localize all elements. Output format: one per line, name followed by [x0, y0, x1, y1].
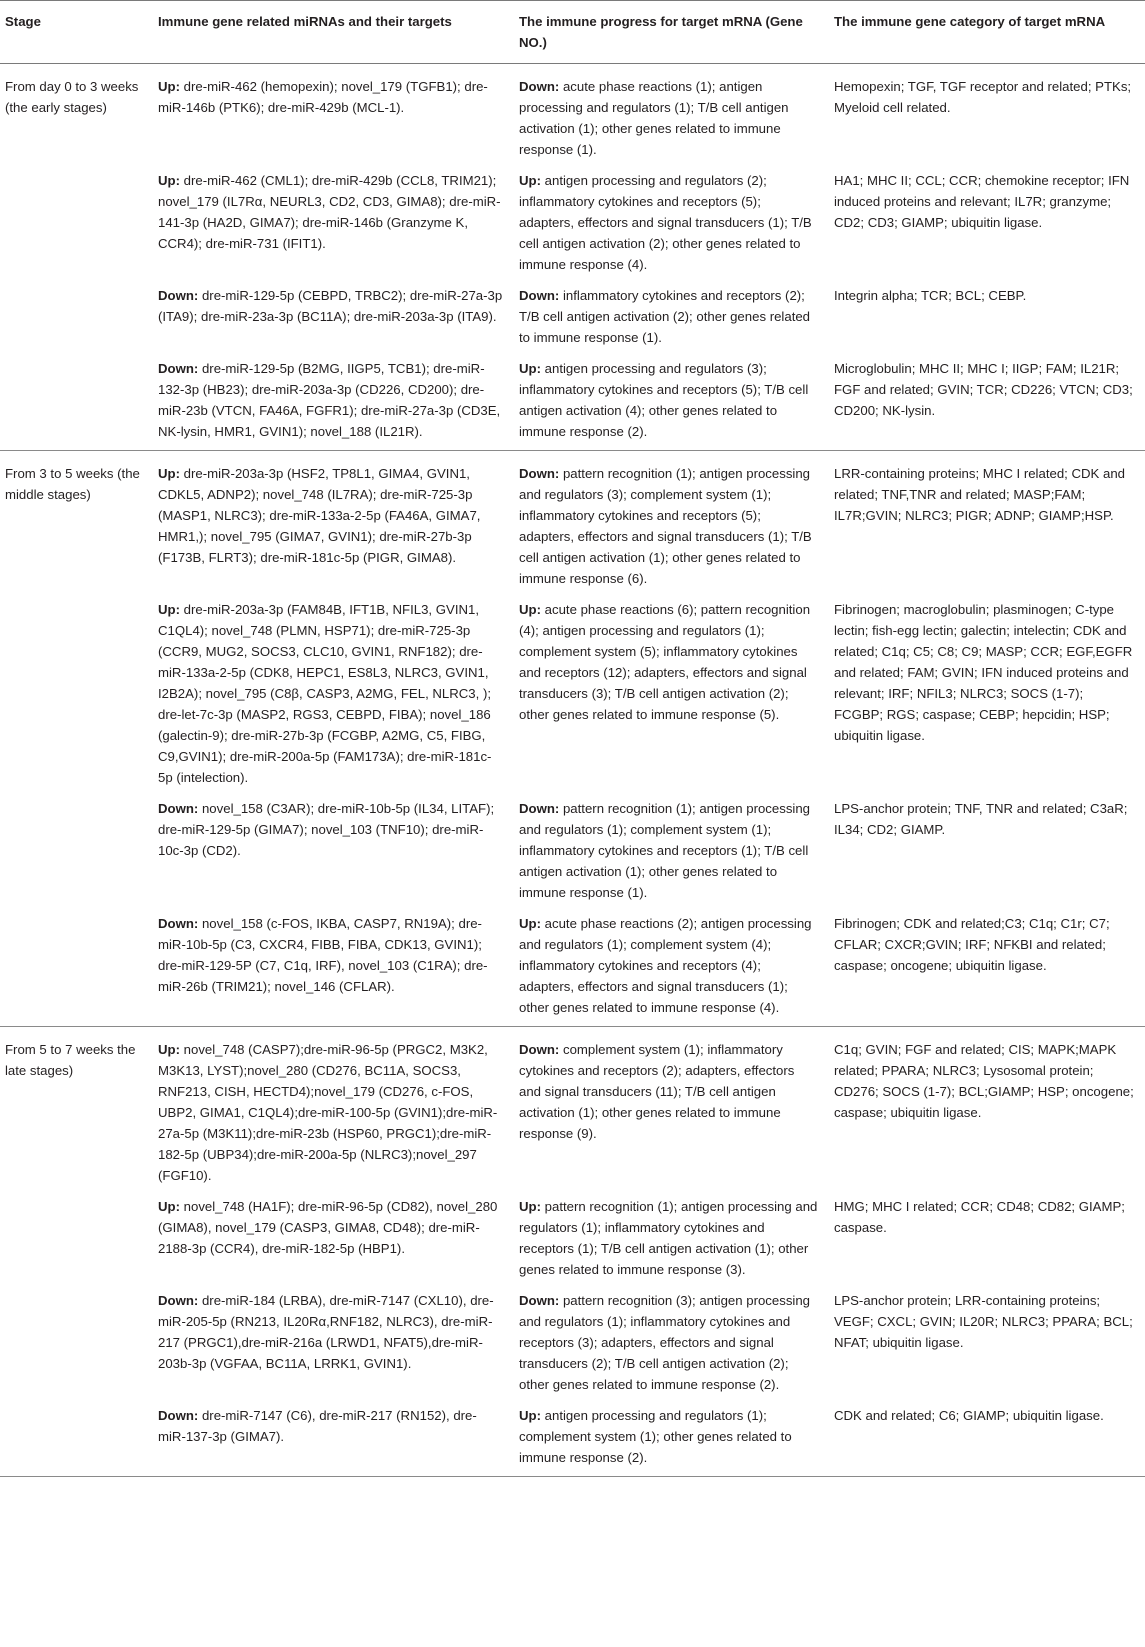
immune-progress-cell	[514, 1282, 829, 1397]
direction-label: Up:	[158, 1042, 180, 1057]
immune-progress-cell-text: complement system (1); inflammatory cytokines and receptors (2); adapters, effectors and signal transducers (11); T/B cell antigen activation (1); other genes related to immune response (9).	[519, 1042, 795, 1141]
direction-label: Up:	[158, 466, 180, 481]
direction-label: Down:	[519, 466, 560, 481]
immune-progress-cell-text: acute phase reactions (1); antigen processing and regulators (1); T/B cell antigen activation (1); other genes related to immune response (1).	[519, 79, 789, 157]
gene-category-cell: Fibrinogen; CDK and related;C3; C1q; C1r; C7; CFLAR; CXCR;GVIN; IRF; NFKBI and related; caspase; oncogene; ubiquitin ligase.	[829, 905, 1145, 1027]
direction-label: Down:	[519, 1293, 560, 1308]
table-row	[0, 1188, 1145, 1282]
direction-label: Up:	[519, 602, 541, 617]
mirna-targets-cell	[153, 1027, 514, 1189]
direction-label: Down:	[519, 1042, 560, 1057]
direction-label: Up:	[158, 173, 180, 188]
immune-progress-cell	[514, 277, 829, 350]
mirna-targets-cell-text: novel_158 (C3AR); dre-miR-10b-5p (IL34, LITAF); dre-miR-129-5p (GIMA7); novel_103 (TNF10); dre-miR-10c-3p (CD2).	[158, 801, 495, 858]
direction-label: Down:	[158, 1293, 199, 1308]
immune-progress-cell	[514, 790, 829, 905]
header-gene-category: The immune gene category of target mRNA	[829, 1, 1145, 64]
table-header	[0, 1, 1145, 64]
direction-label: Up:	[158, 602, 180, 617]
header-row	[0, 1, 1145, 64]
mirna-targets-cell-text: dre-miR-184 (LRBA), dre-miR-7147 (CXL10), dre-miR-205-5p (RN213, IL20Rα,RNF182, NLRC3), dre-miR-217 (PRGC1),dre-miR-216a (LRWD1, NFAT5),dre-miR-203b-3p (VGFAA, BC11A, LRRK1, GVIN1).	[158, 1293, 494, 1371]
mirna-targets-cell-text: dre-miR-129-5p (CEBPD, TRBC2); dre-miR-27a-3p (ITA9); dre-miR-23a-3p (BC11A); dre-miR-203a-3p (ITA9).	[158, 288, 503, 324]
immune-progress-cell	[514, 1397, 829, 1477]
mirna-targets-cell	[153, 1282, 514, 1397]
table-row	[0, 277, 1145, 350]
direction-label: Up:	[158, 1199, 180, 1214]
mirna-targets-cell-text: novel_158 (c-FOS, IKBA, CASP7, RN19A); dre-miR-10b-5p (C3, CXCR4, FIBB, FIBA, CDK13, GVIN1); dre-miR-129-5P (C7, C1q, IRF), novel_103 (C1RA); dre-miR-26b (TRIM21); novel_146 (CFLAR).	[158, 916, 488, 994]
immune-progress-cell-text: pattern recognition (1); antigen processing and regulators (3); complement system (1); inflammatory cytokines and receptors (5); adapters, effectors and signal transducers (1); T/B cell antigen activation (1); other genes related to immune response (6).	[519, 466, 812, 586]
gene-category-cell: Hemopexin; TGF, TGF receptor and related; PTKs; Myeloid cell related.	[834, 79, 1132, 115]
gene-category-cell: C1q; GVIN; FGF and related; CIS; MAPK;MAPK related; PPARA; NLRC3; Lysosomal protein; CD276; SOCS (1-7); BCL;GIAMP; HSP; oncogene; caspase; ubiquitin ligase.	[834, 1042, 1134, 1120]
gene-category-cell: LPS-anchor protein; TNF, TNR and related; C3aR; IL34; CD2; GIAMP.	[834, 801, 1128, 837]
stage-cell: From 5 to 7 weeks the late stages)	[0, 1027, 153, 1477]
immune-progress-cell	[514, 1027, 829, 1189]
gene-category-cell: LPS-anchor protein; LRR-containing proteins; VEGF; CXCL; GVIN; IL20R; NLRC3; PPARA; BCL; NFAT; ubiquitin ligase.	[834, 1293, 1133, 1350]
table-row	[0, 162, 1145, 277]
immune-progress-cell-text: acute phase reactions (6); pattern recognition (4); antigen processing and regulators (1); complement system (5); inflammatory cytokines and receptors (12); adapters, effectors and signal transducers (3); T/B cell antigen activation (2); other genes related to immune response (5).	[519, 602, 811, 722]
mirna-targets-cell	[153, 905, 514, 1027]
direction-label: Up:	[158, 79, 180, 94]
direction-label: Down:	[519, 79, 560, 94]
mirna-targets-cell	[153, 1188, 514, 1282]
mirna-targets-cell	[153, 1397, 514, 1477]
direction-label: Down:	[158, 916, 199, 931]
immune-progress-cell	[514, 1188, 829, 1282]
stage-cell: From day 0 to 3 weeks (the early stages)	[0, 64, 153, 451]
mirna-targets-cell-text: dre-miR-462 (CML1); dre-miR-429b (CCL8, TRIM21); novel_179 (IL7Rα, NEURL3, CD2, CD3, GIMA8); dre-miR-141-3p (HA2D, GIMA7); dre-miR-146b (Granzyme K, CCR4); dre-miR-731 (IFIT1).	[158, 173, 501, 251]
gene-category-cell: HA1; MHC II; CCL; CCR; chemokine receptor; IFN induced proteins and relevant; IL7R; granzyme; CD2; CD3; GIAMP; ubiquitin ligase.	[834, 173, 1130, 230]
direction-label: Up:	[519, 1408, 541, 1423]
mirna-targets-cell	[153, 162, 514, 277]
table-row	[0, 350, 1145, 451]
header-stage: Stage	[0, 1, 153, 64]
immune-progress-cell-text: acute phase reactions (2); antigen processing and regulators (1); complement system (4); inflammatory cytokines and receptors (4); adapters, effectors and signal transducers (1); other genes related to immune response (4).	[519, 916, 812, 1015]
header-mirnas: Immune gene related miRNAs and their targets	[153, 1, 514, 64]
direction-label: Down:	[158, 288, 199, 303]
mirna-targets-cell	[153, 277, 514, 350]
immune-progress-cell	[514, 451, 829, 592]
direction-label: Down:	[158, 361, 199, 376]
immune-progress-cell-text: antigen processing and regulators (1); complement system (1); other genes related to immune response (2).	[519, 1408, 792, 1465]
direction-label: Down:	[519, 801, 560, 816]
mirna-targets-cell-text: novel_748 (HA1F); dre-miR-96-5p (CD82), novel_280 (GIMA8), novel_179 (CASP3, GIMA8, CD48); dre-miR-2188-3p (CCR4), dre-miR-182-5p (HBP1).	[158, 1199, 498, 1256]
immune-progress-cell	[514, 350, 829, 451]
table-row	[0, 905, 1145, 1027]
table-row	[0, 1027, 1145, 1189]
mirna-targets-cell	[153, 451, 514, 592]
gene-category-cell: Microglobulin; MHC II; MHC I; IIGP; FAM; IL21R; FGF and related; GVIN; TCR; CD226; VTCN; CD3; CD200; NK-lysin.	[829, 350, 1145, 451]
mirna-targets-cell-text: dre-miR-203a-3p (FAM84B, IFT1B, NFIL3, GVIN1, C1QL4); novel_748 (PLMN, HSP71); dre-miR-725-3p (CCR9, MUG2, SOCS3, CLC10, GVIN1, RNF182); dre-miR-133a-2-5p (CDK8, HEPC1, ES8L3, NLRC3, GVIN1, I2B2A); novel_795 (C8β, CASP3, A2MG, FEL, NLRC3, ); dre-let-7c-3p (MASP2, RGS3, CEBPD, FIBA); novel_186 (galectin-9); dre-miR-27b-3p (FCGBP, A2MG, C5, FIBG, C9,GVIN1); dre-miR-200a-5p (FAM173A); dre-miR-181c-5p (intelection).	[158, 602, 492, 785]
header-immune-progress: The immune progress for target mRNA (Gene NO.)	[514, 1, 829, 64]
mirna-targets-cell-text: dre-miR-462 (hemopexin); novel_179 (TGFB1); dre-miR-146b (PTK6); dre-miR-429b (MCL-1).	[158, 79, 488, 115]
table-row	[0, 451, 1145, 592]
gene-category-cell: CDK and related; C6; GIAMP; ubiquitin ligase.	[829, 1397, 1145, 1477]
direction-label: Down:	[158, 1408, 199, 1423]
immune-progress-cell-text: pattern recognition (3); antigen processing and regulators (1); inflammatory cytokines and receptors (3); adapters, effectors and signal transducers (2); T/B cell antigen activation (2); other genes related to immune response (2).	[519, 1293, 811, 1392]
mirna-targets-cell-text: dre-miR-203a-3p (HSF2, TP8L1, GIMA4, GVIN1, CDKL5, ADNP2); novel_748 (IL7RA); dre-miR-725-3p (MASP1, NLRC3); dre-miR-133a-2-5p (FA46A, GIMA7, HMR1,); novel_795 (GIMA7, GVIN1); dre-miR-27b-3p (F173B, FLRT3); dre-miR-181c-5p (PIGR, GIMA8).	[158, 466, 481, 565]
mirna-targets-cell	[153, 64, 514, 163]
immune-progress-cell	[514, 162, 829, 277]
table-row	[0, 790, 1145, 905]
immune-progress-cell	[514, 591, 829, 790]
immune-progress-cell-text: pattern recognition (1); antigen processing and regulators (1); inflammatory cytokines and receptors (1); T/B cell antigen activation (1); other genes related to immune response (3).	[519, 1199, 818, 1277]
immune-progress-cell	[514, 64, 829, 163]
gene-category-cell: HMG; MHC I related; CCR; CD48; CD82; GIAMP; caspase.	[834, 1199, 1125, 1235]
immune-progress-cell-text: antigen processing and regulators (3); inflammatory cytokines and receptors (5); T/B cell antigen activation (4); other genes related to immune response (2).	[519, 361, 809, 439]
gene-category-cell: LRR-containing proteins; MHC I related; CDK and related; TNF,TNR and related; MASP;FAM; IL7R;GVIN; NLRC3; PIGR; ADNP; GIAMP;HSP.	[834, 466, 1125, 523]
immune-progress-cell-text: inflammatory cytokines and receptors (2); T/B cell antigen activation (2); other genes related to immune response (1).	[519, 288, 811, 345]
mirna-targets-cell	[153, 591, 514, 790]
mirna-targets-cell-text: novel_748 (CASP7);dre-miR-96-5p (PRGC2, M3K2, M3K13, LYST);novel_280 (CD276, BC11A, SOCS3, RNF213, CISH, HECTD4);novel_179 (CD276, c-FOS, UBP2, GIMA1, C1QL4);dre-miR-100-5p (GVIN1);dre-miR-27a-5p (M3K11);dre-miR-23b (HSP60, PRGC1);dre-miR-182-5p (UBP34);dre-miR-200a-5p (NLRC3);novel_297 (FGF10).	[158, 1042, 498, 1183]
table-row	[0, 1282, 1145, 1397]
mirna-targets-cell-text: dre-miR-129-5p (B2MG, IIGP5, TCB1); dre-miR-132-3p (HB23); dre-miR-203a-3p (CD226, CD200); dre-miR-23b (VTCN, FA46A, FGFR1); dre-miR-27a-3p (CD3E, NK-lysin, HMR1, GVIN1); novel_188 (IL21R).	[158, 361, 501, 439]
direction-label: Down:	[519, 288, 560, 303]
immune-progress-cell-text: antigen processing and regulators (2); inflammatory cytokines and receptors (5); adapters, effectors and signal transducers (1); T/B cell antigen activation (2); other genes related to immune response (4).	[519, 173, 812, 272]
mirna-targets-cell	[153, 350, 514, 451]
stage-cell: From 3 to 5 weeks (the middle stages)	[0, 451, 153, 1027]
direction-label: Up:	[519, 1199, 541, 1214]
table-body	[0, 64, 1145, 1477]
direction-label: Up:	[519, 173, 541, 188]
table-row	[0, 1397, 1145, 1477]
gene-category-cell: Fibrinogen; macroglobulin; plasminogen; C-type lectin; fish-egg lectin; galectin; intelectin; CDK and related; C1q; C5; C8; C9; MASP; CCR; EGF,EGFR and related; FAM; GVIN; IFN induced proteins and relevant; IRF; NFIL3; NLRC3; SOCS (1-7); FCGBP; RGS; caspase; CEBP; hepcidin; HSP; ubiquitin ligase.	[834, 602, 1133, 743]
direction-label: Down:	[158, 801, 199, 816]
mirna-targets-cell-text: dre-miR-7147 (C6), dre-miR-217 (RN152), dre-miR-137-3p (GIMA7).	[158, 1408, 477, 1444]
direction-label: Up:	[519, 916, 541, 931]
table-row	[0, 64, 1145, 163]
immune-progress-cell	[514, 905, 829, 1027]
direction-label: Up:	[519, 361, 541, 376]
immune-progress-cell-text: pattern recognition (1); antigen processing and regulators (1); complement system (1); inflammatory cytokines and receptors (1); T/B cell antigen activation (1); other genes related to immune response (1).	[519, 801, 811, 900]
mirna-targets-cell	[153, 790, 514, 905]
gene-category-cell: Integrin alpha; TCR; BCL; CEBP.	[834, 288, 1027, 303]
table-row	[0, 591, 1145, 790]
